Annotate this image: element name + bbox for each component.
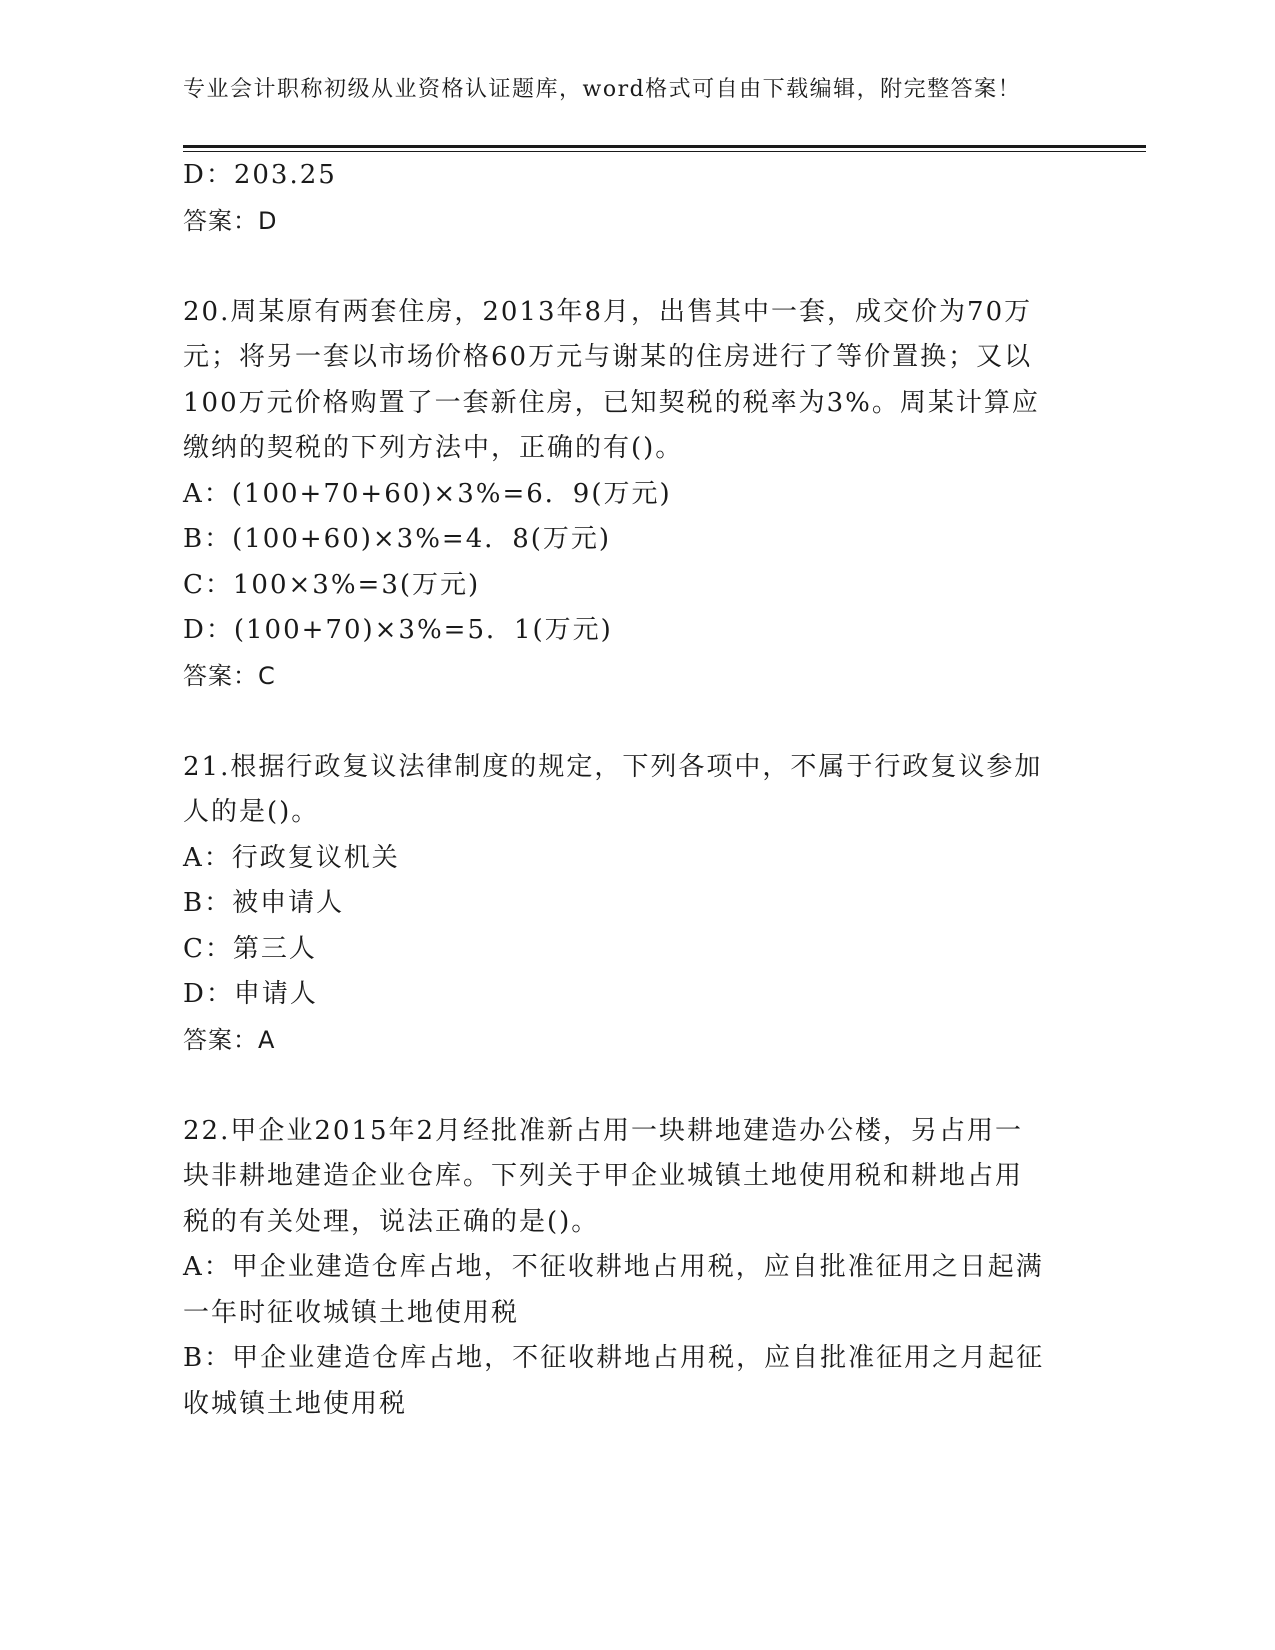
question-20 bbox=[183, 290, 1083, 700]
option-a: A：行政复议机关 bbox=[183, 842, 400, 873]
option-d: D：(100+70)×3%=5．1(万元) bbox=[183, 615, 613, 645]
question-text-line: 缴纳的契税的下列方法中，正确的有()。 bbox=[183, 433, 684, 463]
answer: 答案：C bbox=[183, 661, 276, 690]
option-c: C：第三人 bbox=[183, 933, 317, 964]
option-b-continued: 收城镇土地使用税 bbox=[183, 1388, 408, 1419]
header-rule-thick bbox=[183, 145, 1146, 148]
question-22 bbox=[183, 1109, 1083, 1428]
question-text-line: 块非耕地建造企业仓库。下列关于甲企业城镇土地使用税和耕地占用 bbox=[183, 1161, 1024, 1191]
question-text-line: 税的有关处理，说法正确的是()。 bbox=[183, 1206, 600, 1237]
question-text-line: 元；将另一套以市场价格60万元与谢某的住房进行了等价置换；又以 bbox=[183, 342, 1033, 372]
question-21 bbox=[183, 745, 1083, 1064]
option-c: C：100×3%=3(万元) bbox=[183, 569, 481, 600]
question-text-line: 22.甲企业2015年2月经批准新占用一块耕地建造办公楼，另占用一 bbox=[183, 1115, 1024, 1146]
question-text-line: 人的是()。 bbox=[183, 797, 320, 827]
document-body bbox=[183, 153, 1083, 1427]
option-b: B：(100+60)×3%=4．8(万元) bbox=[183, 524, 612, 554]
option-a-continued: 一年时征收城镇土地使用税 bbox=[183, 1297, 520, 1328]
page-header: 专业会计职称初级从业资格认证题库，word格式可自由下载编辑，附完整答案！ bbox=[183, 77, 1022, 102]
answer-prev: 答案：D bbox=[183, 206, 278, 235]
option-b: B：被申请人 bbox=[183, 888, 345, 918]
question-text-line: 20.周某原有两套住房，2013年8月，出售其中一套，成交价为70万 bbox=[183, 296, 1033, 327]
question-text-line: 100万元价格购置了一套新住房，已知契税的税率为3%。周某计算应 bbox=[183, 387, 1040, 418]
answer: 答案：A bbox=[183, 1025, 276, 1054]
option-a: A：甲企业建造仓库占地，不征收耕地占用税，应自批准征用之日起满 bbox=[183, 1252, 1044, 1282]
option-a: A：(100+70+60)×3%=6．9(万元) bbox=[183, 478, 672, 509]
header-rule-thin bbox=[183, 151, 1146, 152]
option-b: B：甲企业建造仓库占地，不征收耕地占用税，应自批准征用之月起征 bbox=[183, 1343, 1045, 1373]
question-text-line: 21.根据行政复议法律制度的规定，下列各项中，不属于行政复议参加 bbox=[183, 751, 1043, 782]
option-d-prev: D：203.25 bbox=[183, 160, 337, 190]
option-d: D：申请人 bbox=[183, 979, 318, 1009]
